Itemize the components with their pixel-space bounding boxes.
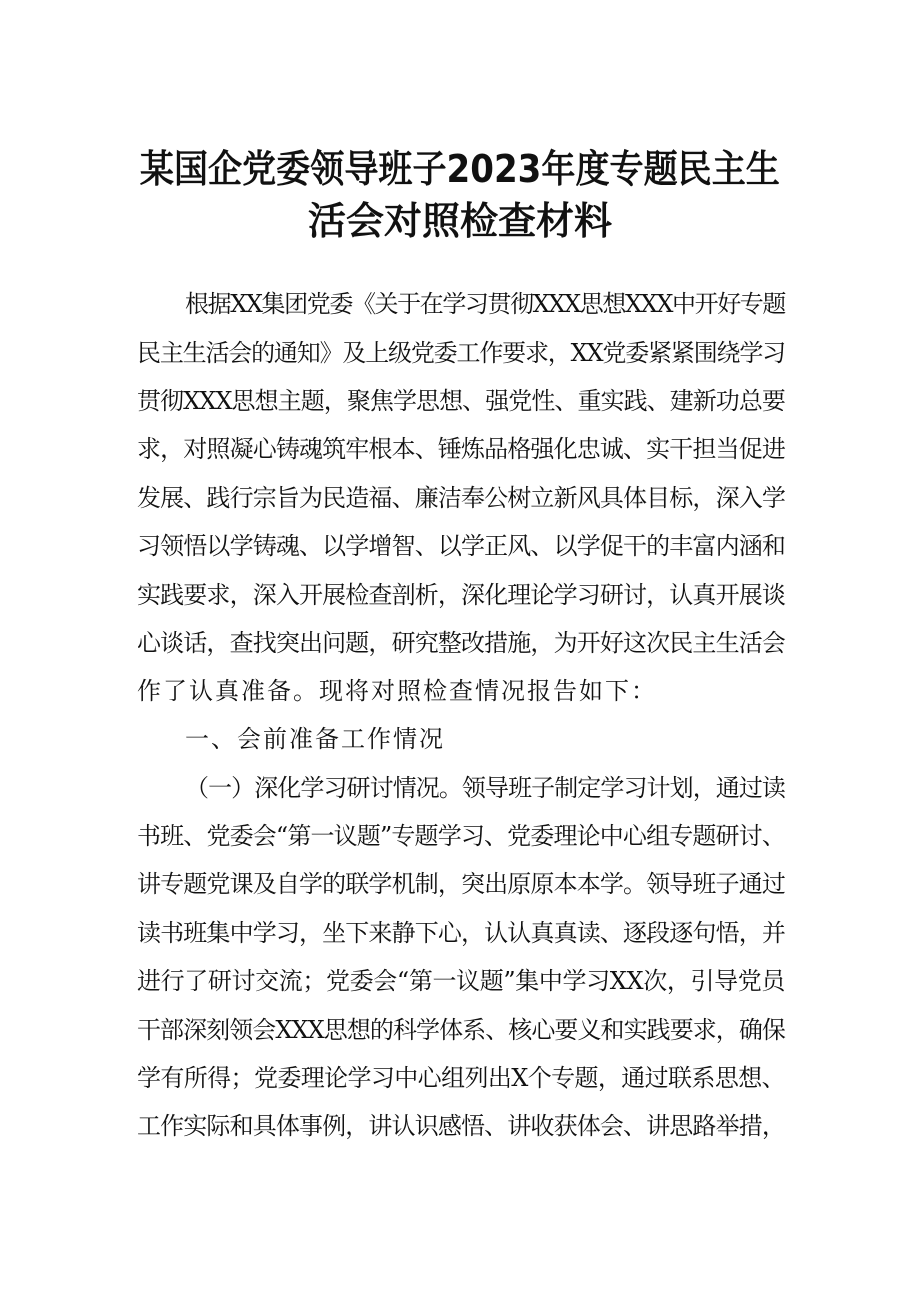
paragraph-line: 实践要求，深入开展检查剖析，深化理论学习研讨，认真开展谈 bbox=[137, 581, 785, 609]
paragraph-line: 干部深刻领会XXX思想的科学体系、核心要义和实践要求，确保 bbox=[137, 1016, 785, 1044]
paragraph-line: 民主生活会的通知》及上级党委工作要求，XX党委紧紧围绕学习 bbox=[137, 339, 785, 367]
paragraph-line: 发展、践行宗旨为民造福、廉洁奉公树立新风具体目标，深入学 bbox=[137, 484, 785, 512]
paragraph-line: 求，对照凝心铸魂筑牢根本、锤炼品格强化忠诚、实干担当促进 bbox=[137, 435, 785, 463]
paragraph-line: 根据XX集团党委《关于在学习贯彻XXX思想XXX中开好专题 bbox=[185, 290, 785, 318]
paragraph-line: 作了认真准备。现将对照检查情况报告如下： bbox=[137, 677, 657, 705]
document-title-line-1: 某国企党委领导班子2023年度专题民主生 bbox=[139, 147, 780, 191]
paragraph-line: 贯彻XXX思想主题，聚焦学思想、强党性、重实践、建新功总要 bbox=[137, 387, 785, 415]
paragraph-line: 学有所得；党委理论学习中心组列出X个专题，通过联系思想、 bbox=[137, 1064, 785, 1092]
paragraph-line: 心谈话，查找突出问题，研究整改措施，为开好这次民主生活会 bbox=[137, 629, 785, 657]
paragraph-line: 讲专题党课及自学的联学机制，突出原原本本学。领导班子通过 bbox=[137, 870, 785, 898]
section-heading: 一、会前准备工作情况 bbox=[185, 725, 445, 753]
paragraph-line: 读书班集中学习，坐下来静下心，认认真真读、逐段逐句悟，并 bbox=[137, 919, 785, 947]
paragraph-line: （一）深化学习研讨情况。领导班子制定学习计划，通过读 bbox=[185, 774, 785, 802]
document-title-line-2: 活会对照检查材料 bbox=[307, 199, 612, 243]
paragraph-line: 书班、党委会“第一议题”专题学习、党委理论中心组专题研讨、 bbox=[137, 822, 785, 850]
paragraph-line: 习领悟以学铸魂、以学增智、以学正风、以学促干的丰富内涵和 bbox=[137, 532, 785, 560]
paragraph-line: 进行了研讨交流；党委会“第一议题”集中学习XX次，引导党员 bbox=[137, 967, 785, 995]
paragraph-line: 工作实际和具体事例，讲认识感悟、讲收获体会、讲思路举措， bbox=[137, 1112, 785, 1140]
